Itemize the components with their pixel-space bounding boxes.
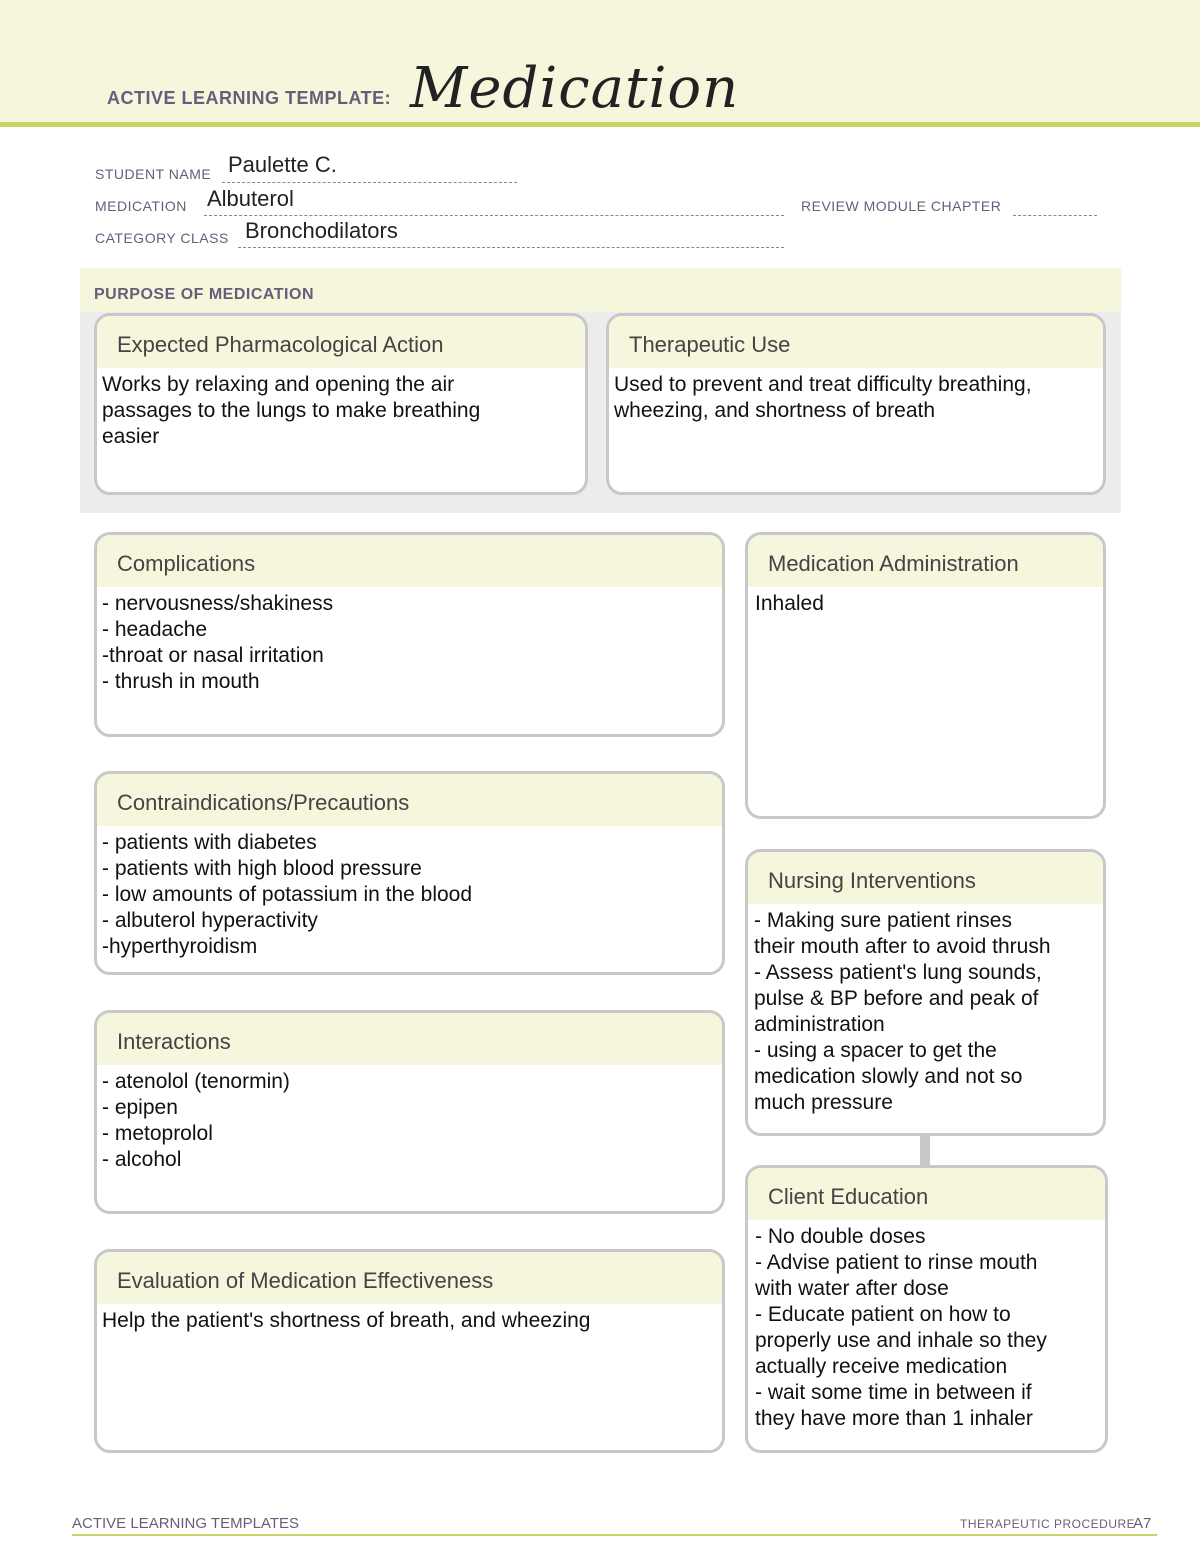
text-line: wheezing, and shortness of breath [614, 399, 936, 422]
review-module-field[interactable] [1013, 214, 1097, 216]
page-title: Medication [410, 56, 740, 121]
administration-title: Medication Administration [748, 535, 1103, 587]
text-line: - No double doses [755, 1225, 926, 1248]
client-education-body[interactable] [748, 1220, 1105, 1432]
evaluation-card [94, 1249, 725, 1453]
administration-card [745, 532, 1106, 819]
text-line: - using a spacer to get the [754, 1039, 997, 1062]
text-line: actually receive medication [755, 1355, 1008, 1378]
medication-label: MEDICATION [95, 198, 187, 214]
text-line: Inhaled [755, 592, 824, 615]
text-line: - Educate patient on how to [755, 1303, 1011, 1326]
footer-right: THERAPEUTIC PROCEDURE [960, 1517, 1136, 1531]
text-line: pulse & BP before and peak of [754, 987, 1039, 1010]
complications-card [94, 532, 725, 737]
text-line: - Making sure patient rinses [754, 909, 1012, 932]
contraindications-title: Contraindications/Precautions [97, 774, 722, 826]
complications-body[interactable] [97, 587, 722, 695]
category-line [238, 246, 784, 248]
administration-body[interactable] [748, 587, 1103, 617]
text-line: - Assess patient's lung sounds, [754, 961, 1042, 984]
nursing-interventions-card [745, 849, 1106, 1136]
text-line: - atenolol (tenormin) [102, 1070, 290, 1093]
card-connector [920, 1134, 930, 1167]
text-line: - albuterol hyperactivity [102, 909, 318, 932]
medication-line [204, 214, 784, 216]
client-education-title: Client Education [748, 1168, 1105, 1220]
complications-title: Complications [97, 535, 722, 587]
review-module-label: REVIEW MODULE CHAPTER [801, 198, 1002, 214]
footer-left: ACTIVE LEARNING TEMPLATES [72, 1515, 299, 1532]
student-name-line [222, 181, 517, 183]
evaluation-title: Evaluation of Medication Effectiveness [97, 1252, 722, 1304]
text-line: - wait some time in between if [755, 1381, 1032, 1404]
text-line: with water after dose [755, 1277, 949, 1300]
nursing-interventions-title: Nursing Interventions [748, 852, 1103, 904]
text-line: - patients with high blood pressure [102, 857, 422, 880]
text-line: - epipen [102, 1096, 178, 1119]
contraindications-body[interactable] [97, 826, 722, 960]
text-line: - nervousness/shakiness [102, 592, 334, 615]
text-line: - low amounts of potassium in the blood [102, 883, 473, 906]
student-name-field[interactable]: Paulette C. [228, 152, 337, 177]
therapeutic-use-body[interactable] [609, 368, 1103, 424]
text-line: -throat or nasal irritation [102, 644, 324, 667]
text-line: Used to prevent and treat difficulty breathing, [614, 373, 1032, 396]
therapeutic-use-title: Therapeutic Use [609, 316, 1103, 368]
text-line: medication slowly and not so [754, 1065, 1023, 1088]
template-label: ACTIVE LEARNING TEMPLATE: [107, 88, 392, 108]
purpose-label: PURPOSE OF MEDICATION [94, 286, 314, 303]
text-line: administration [754, 1013, 885, 1036]
footer-divider [72, 1534, 1157, 1536]
text-line: - alcohol [102, 1148, 182, 1171]
therapeutic-use-card [606, 313, 1106, 495]
text-line: their mouth after to avoid thrush [754, 935, 1051, 958]
page-number: A7 [1133, 1515, 1152, 1532]
text-line: properly use and inhale so they [755, 1329, 1047, 1352]
evaluation-body[interactable] [97, 1304, 722, 1334]
text-line: - thrush in mouth [102, 670, 260, 693]
client-education-card [745, 1165, 1108, 1453]
expected-action-title: Expected Pharmacological Action [97, 316, 585, 368]
text-line: much pressure [754, 1091, 893, 1114]
text-line: Help the patient's shortness of breath, and wheezing [102, 1309, 591, 1332]
student-name-label: STUDENT NAME [95, 166, 212, 182]
text-line: they have more than 1 inhaler [755, 1407, 1033, 1430]
interactions-body[interactable] [97, 1065, 722, 1173]
text-line: Works by relaxing and opening the air [102, 373, 455, 396]
contraindications-card [94, 771, 725, 975]
medication-field[interactable]: Albuterol [207, 186, 294, 211]
nursing-interventions-body[interactable] [748, 904, 1103, 1116]
text-line: -hyperthyroidism [102, 935, 258, 958]
text-line: easier [102, 425, 160, 448]
expected-action-body[interactable] [97, 368, 585, 450]
text-line: - metoprolol [102, 1122, 213, 1145]
text-line: - headache [102, 618, 208, 641]
interactions-title: Interactions [97, 1013, 722, 1065]
interactions-card [94, 1010, 725, 1214]
text-line: - Advise patient to rinse mouth [755, 1251, 1038, 1274]
category-label: CATEGORY CLASS [95, 230, 229, 246]
text-line: - patients with diabetes [102, 831, 317, 854]
category-field[interactable]: Bronchodilators [245, 218, 398, 243]
expected-action-card [94, 313, 588, 495]
text-line: passages to the lungs to make breathing [102, 399, 481, 422]
